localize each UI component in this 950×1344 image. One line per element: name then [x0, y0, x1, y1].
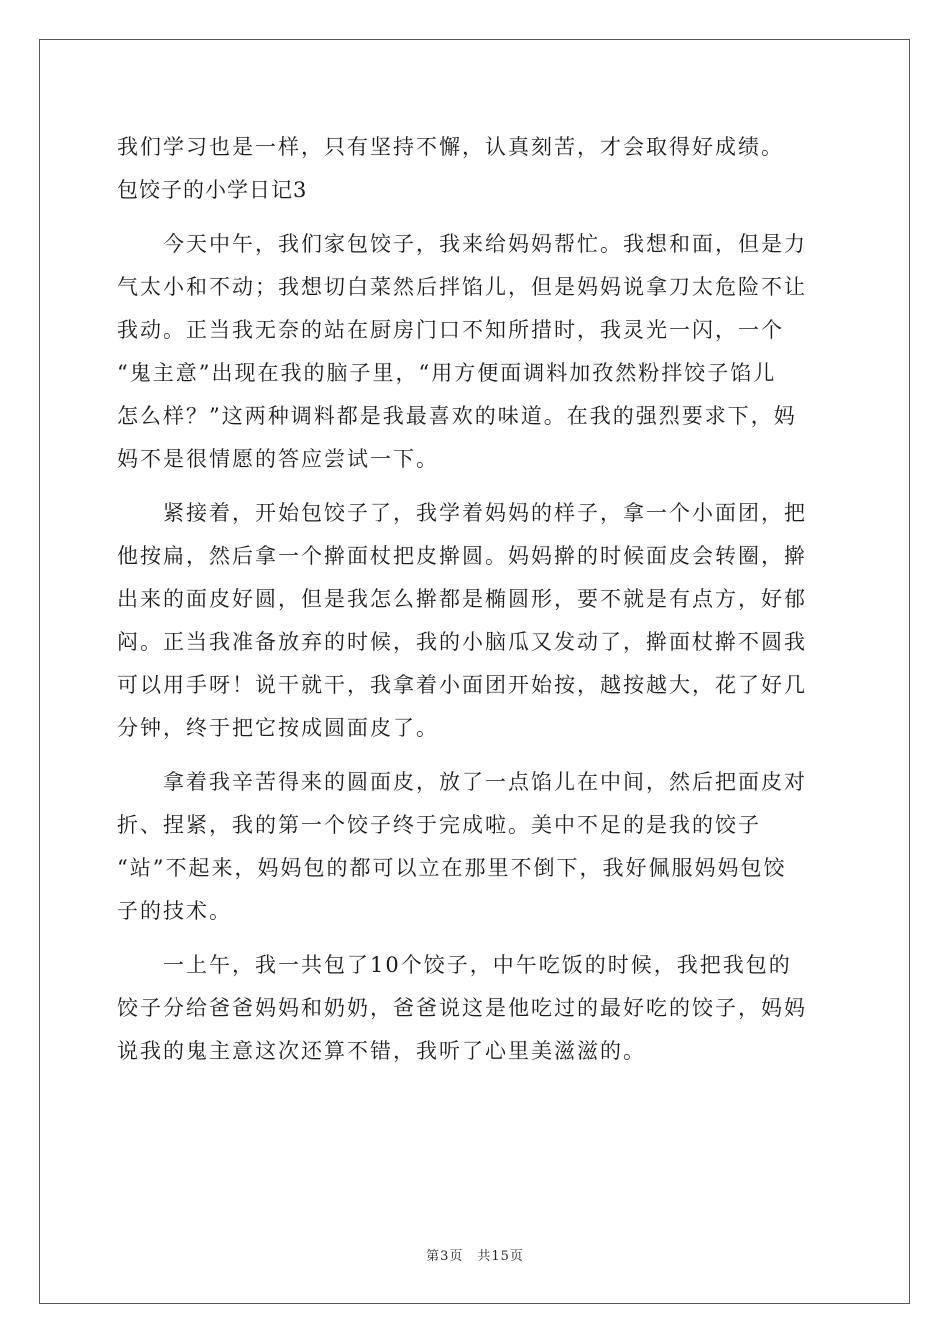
paragraph-line: 说我的鬼主意这次还算不错，我听了心里美滋滋的。 [117, 1039, 646, 1063]
diary-heading: 包饺子的小学日记3 [117, 178, 308, 202]
paragraph-line: 拿着我辛苦得来的圆面皮，放了一点馅儿在中间，然后把面皮对 [117, 770, 807, 794]
document-body [117, 126, 833, 1073]
paragraph-line: 怎么样？”这两种调料都是我最喜欢的味道。在我的强烈要求下，妈 [117, 404, 797, 428]
paragraph-line: 子的技术。 [117, 899, 232, 923]
page-footer [0, 1245, 950, 1264]
page-total: 共15页 [477, 1249, 524, 1264]
paragraph-3 [117, 761, 833, 933]
paragraph-line: 我动。正当我无奈的站在厨房门口不知所措时，我灵光一闪，一个 [117, 318, 784, 342]
paragraph-2 [117, 492, 833, 750]
opening-line: 我们学习也是一样，只有坚持不懈，认真刻苦，才会取得好成绩。 [117, 135, 784, 159]
paragraph-line: 出来的面皮好圆，但是我怎么擀都是椭圆形，要不就是有点方，好郁 [117, 587, 807, 611]
paragraph-line: 闷。正当我准备放弃的时候，我的小脑瓜又发动了，擀面杖擀不圆我 [117, 630, 807, 654]
page-number: 第3页 [426, 1249, 464, 1264]
paragraph-1 [117, 223, 833, 481]
paragraph-4 [117, 944, 833, 1073]
paragraph-line: 气太小和不动；我想切白菜然后拌馅儿，但是妈妈说拿刀太危险不让 [117, 275, 807, 299]
paragraph-line: “站”不起来，妈妈包的都可以立在那里不倒下，我好佩服妈妈包饺 [117, 856, 787, 880]
paragraph-line: 分钟，终于把它按成圆面皮了。 [117, 716, 439, 740]
paragraph-line: 一上午，我一共包了10个饺子，中午吃饭的时候，我把我包的 [117, 953, 792, 977]
paragraph-line: 妈不是很情愿的答应尝试一下。 [117, 447, 439, 471]
paragraph-line: “鬼主意”出现在我的脑子里，“用方便面调料加孜然粉拌饺子馅儿 [117, 361, 777, 385]
paragraph-line: 可以用手呀！说干就干，我拿着小面团开始按，越按越大，花了好几 [117, 673, 807, 697]
paragraph-line: 折、捏紧，我的第一个饺子终于完成啦。美中不足的是我的饺子 [117, 813, 761, 837]
paragraph-line: 今天中午，我们家包饺子，我来给妈妈帮忙。我想和面，但是力 [117, 232, 807, 256]
paragraph-line: 紧接着，开始包饺子了，我学着妈妈的样子，拿一个小面团，把 [117, 501, 807, 525]
paragraph-line: 他按扁，然后拿一个擀面杖把皮擀圆。妈妈擀的时候面皮会转圈，擀 [117, 544, 807, 568]
paragraph-line: 饺子分给爸爸妈妈和奶奶，爸爸说这是他吃过的最好吃的饺子，妈妈 [117, 996, 807, 1020]
